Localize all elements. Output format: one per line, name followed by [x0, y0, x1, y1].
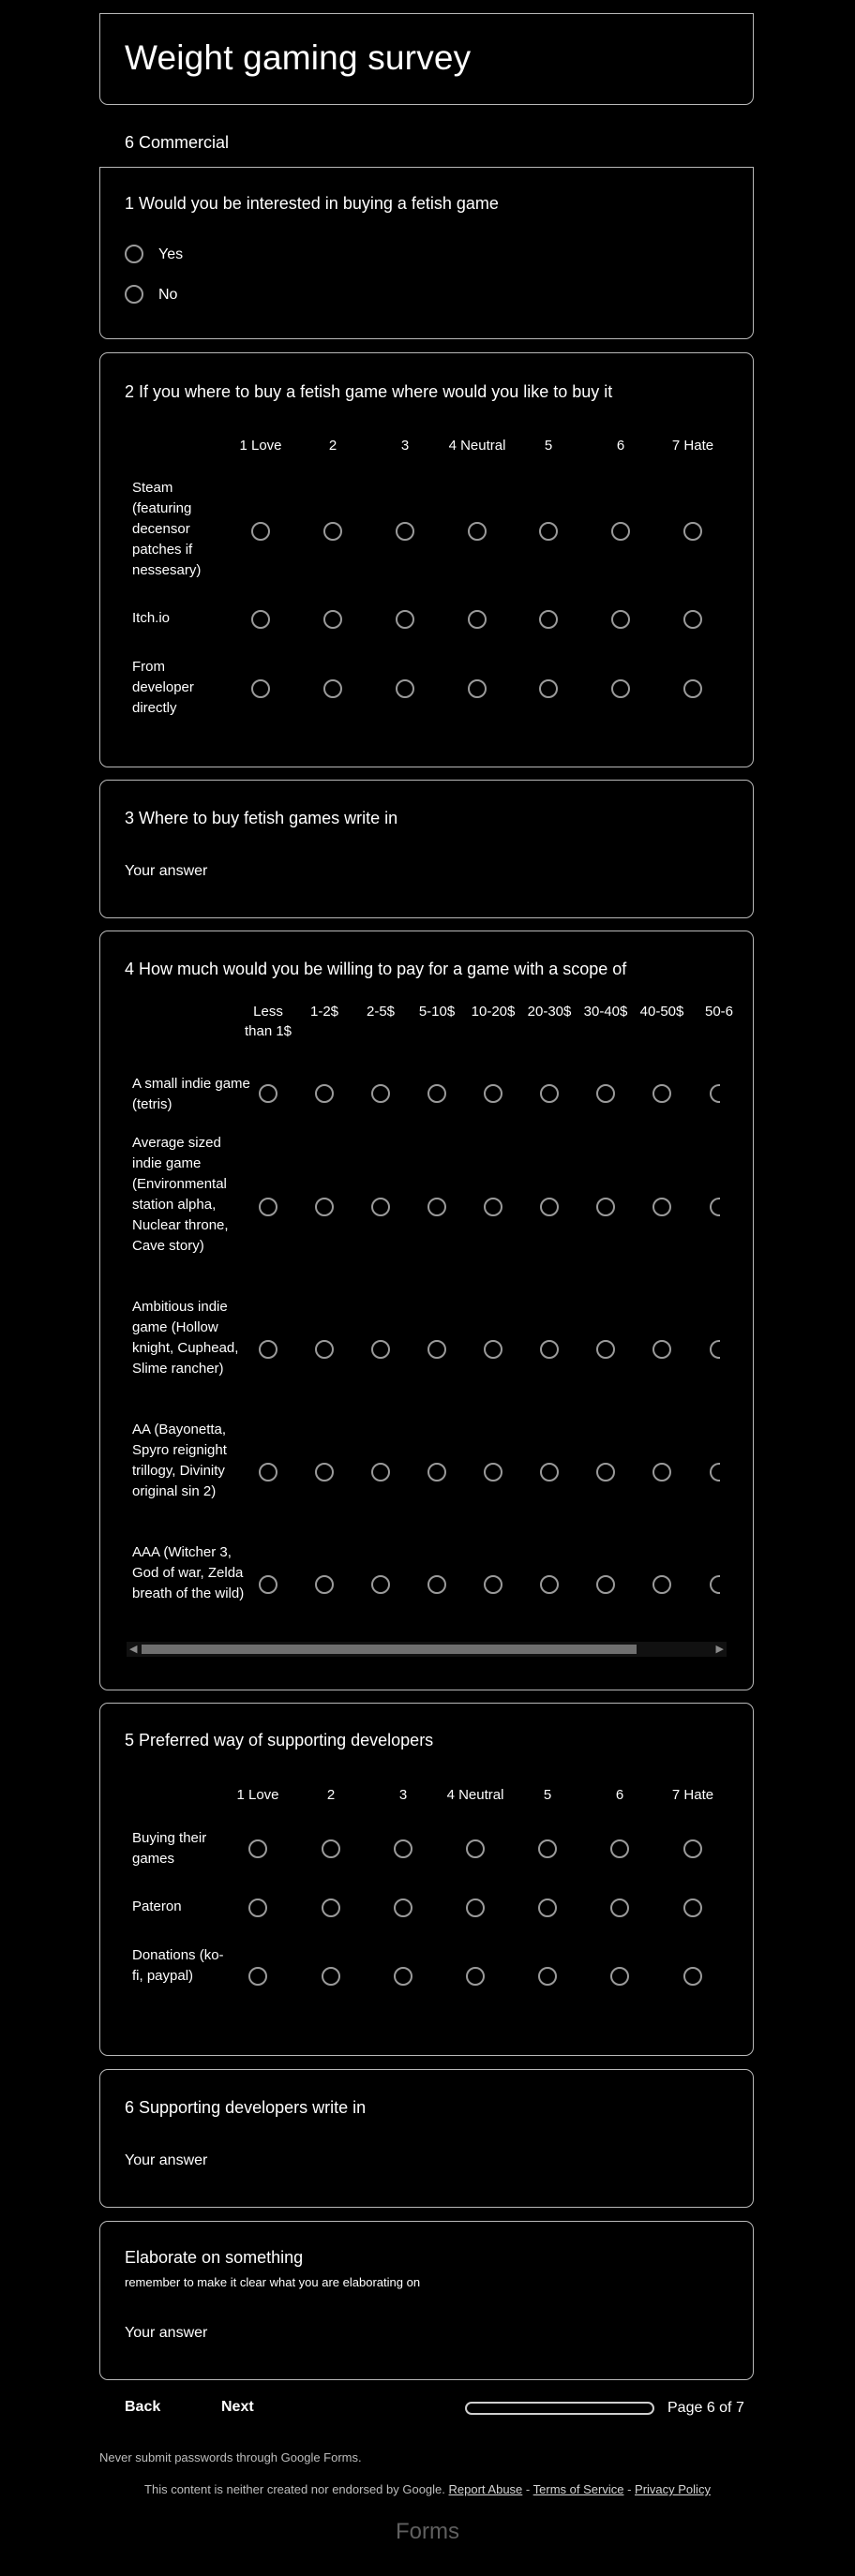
grid-radio[interactable] [322, 1898, 340, 1917]
grid-radio[interactable] [710, 1340, 720, 1359]
progress-bar [465, 2402, 654, 2415]
chevron-right-icon[interactable]: ▶ [715, 1644, 724, 1655]
row-label: Pateron [132, 1898, 182, 1914]
grid-radio[interactable] [394, 1839, 412, 1858]
grid-radio[interactable] [710, 1463, 720, 1482]
answer-input[interactable]: Your answer [125, 2325, 208, 2341]
grid-radio[interactable] [538, 1898, 557, 1917]
grid-radio[interactable] [539, 679, 558, 698]
question-title: 1 Would you be interested in buying a fetish game [125, 194, 499, 213]
grid-radio[interactable] [323, 610, 342, 629]
row-label: Steam (featuring decensor patches if nessesary) [132, 480, 202, 578]
grid-radio[interactable] [428, 1340, 446, 1359]
grid-radio[interactable] [466, 1839, 485, 1858]
question-card-1 [99, 167, 754, 339]
column-header: Less than 1$ [244, 1004, 292, 1039]
column-header: 30-40$ [583, 1004, 628, 1020]
grid-radio[interactable] [315, 1575, 334, 1594]
grid-radio[interactable] [710, 1575, 720, 1594]
row-label: Donations (ko-fi, paypal) [132, 1947, 224, 1984]
grid-radio[interactable] [484, 1463, 502, 1482]
grid-radio[interactable] [596, 1198, 615, 1216]
grid-radio[interactable] [683, 1967, 702, 1986]
grid-radio[interactable] [484, 1084, 502, 1103]
grid-radio[interactable] [371, 1575, 390, 1594]
form-title: Weight gaming survey [125, 38, 472, 77]
grid-radio[interactable] [315, 1463, 334, 1482]
grid-radio[interactable] [322, 1967, 340, 1986]
column-header: 2 [328, 438, 338, 454]
question-title: 3 Where to buy fetish games write in [125, 809, 398, 827]
grid-radio[interactable] [396, 679, 414, 698]
grid-radio[interactable] [596, 1575, 615, 1594]
grid-radio[interactable] [484, 1198, 502, 1216]
grid-radio[interactable] [322, 1839, 340, 1858]
grid-radio[interactable] [259, 1198, 278, 1216]
grid-radio[interactable] [396, 522, 414, 541]
radio-yes[interactable] [125, 245, 143, 263]
grid-radio[interactable] [540, 1340, 559, 1359]
back-button[interactable]: Back [125, 2399, 161, 2415]
grid-radio[interactable] [371, 1198, 390, 1216]
grid-radio[interactable] [323, 679, 342, 698]
grid-radio[interactable] [248, 1898, 267, 1917]
grid-radio[interactable] [251, 522, 270, 541]
question-card-2 [99, 352, 754, 767]
row-label: A small indie game (tetris) [132, 1076, 250, 1112]
question-title: Elaborate on something [125, 2248, 304, 2267]
grid-radio[interactable] [484, 1575, 502, 1594]
option-label-no: No [158, 287, 178, 303]
column-header: 1 Love [236, 1787, 279, 1803]
grid-radio[interactable] [710, 1084, 720, 1103]
row-label: From developer directly [132, 659, 194, 716]
question-card-3 [99, 780, 754, 918]
answer-input[interactable]: Your answer [125, 2152, 208, 2168]
grid-radio[interactable] [539, 610, 558, 629]
column-header: 7 Hate [671, 438, 714, 454]
row-label: Ambitious indie game (Hollow knight, Cuphead, Slime rancher) [132, 1299, 239, 1377]
column-header: 5-10$ [418, 1004, 456, 1020]
disclaimer-text: This content is neither created nor endorsed by Google. [144, 2482, 445, 2496]
section-title: 6 Commercial [125, 133, 230, 152]
grid-radio[interactable] [428, 1575, 446, 1594]
grid-radio[interactable] [596, 1340, 615, 1359]
radio-no[interactable] [125, 285, 143, 304]
question-title: 4 How much would you be willing to pay for a game with a scope of [125, 960, 627, 978]
question-card-5 [99, 1703, 754, 2056]
row-label: Average sized indie game (Environmental station alpha, Nuclear throne, Cave story) [132, 1135, 229, 1254]
row-label: Itch.io [132, 610, 171, 626]
option-label-yes: Yes [158, 246, 184, 262]
grid-radio[interactable] [315, 1198, 334, 1216]
grid-radio[interactable] [466, 1898, 485, 1917]
grid-radio[interactable] [394, 1898, 412, 1917]
grid-radio[interactable] [248, 1967, 267, 1986]
answer-input[interactable]: Your answer [125, 863, 208, 879]
grid-radio[interactable] [611, 522, 630, 541]
column-header: 6 [615, 1787, 624, 1803]
grid-radio[interactable] [540, 1463, 559, 1482]
grid-radio[interactable] [371, 1463, 390, 1482]
question-card-7 [99, 2221, 754, 2380]
grid-radio[interactable] [652, 1575, 671, 1594]
grid-radio[interactable] [652, 1340, 671, 1359]
grid-radio[interactable] [394, 1967, 412, 1986]
password-warning: Never submit passwords through Google Forms. [99, 2450, 362, 2464]
column-header: 5 [544, 438, 553, 454]
grid-radio[interactable] [540, 1084, 559, 1103]
privacy-link[interactable]: Privacy Policy [635, 2482, 711, 2496]
grid-radio[interactable] [259, 1463, 278, 1482]
grid-radio[interactable] [596, 1084, 615, 1103]
grid-radio[interactable] [259, 1084, 278, 1103]
column-header: 20-30$ [527, 1004, 572, 1020]
column-header: 3 [400, 438, 410, 454]
page-indicator: Page 6 of 7 [668, 2400, 744, 2416]
grid-radio[interactable] [610, 1967, 629, 1986]
grid-radio[interactable] [610, 1839, 629, 1858]
grid-radio[interactable] [259, 1340, 278, 1359]
column-header: 1 Love [239, 438, 282, 454]
column-header: 3 [398, 1787, 408, 1803]
grid-radio[interactable] [468, 522, 487, 541]
question-card-6 [99, 2069, 754, 2208]
grid-radio[interactable] [683, 522, 702, 541]
grid-radio[interactable] [611, 679, 630, 698]
grid-radio[interactable] [248, 1839, 267, 1858]
grid-radio[interactable] [251, 679, 270, 698]
grid-radio[interactable] [538, 1967, 557, 1986]
terms-link[interactable]: Terms of Service [532, 2482, 624, 2496]
grid-radio[interactable] [251, 610, 270, 629]
grid-radio[interactable] [539, 522, 558, 541]
row-label: AA (Bayonetta, Spyro reignight trillogy, Divinity original sin 2) [132, 1422, 227, 1499]
grid-radio[interactable] [683, 679, 702, 698]
report-abuse-link[interactable]: Report Abuse [448, 2482, 523, 2496]
grid-radio[interactable] [683, 1839, 702, 1858]
column-header: 7 Hate [671, 1787, 714, 1803]
form-header-card [99, 13, 754, 105]
grid-radio[interactable] [540, 1575, 559, 1594]
question-description: remember to make it clear what you are elaborating on [125, 2275, 421, 2289]
chevron-left-icon[interactable]: ◀ [129, 1644, 138, 1655]
grid-radio[interactable] [428, 1084, 446, 1103]
grid-radio[interactable] [683, 610, 702, 629]
column-header: 40-50$ [639, 1004, 684, 1020]
grid-radio[interactable] [652, 1084, 671, 1103]
grid-radio[interactable] [468, 610, 487, 629]
question-title: 6 Supporting developers write in [125, 2098, 367, 2117]
grid-radio[interactable] [428, 1198, 446, 1216]
grid-radio[interactable] [652, 1198, 671, 1216]
grid-radio[interactable] [468, 679, 487, 698]
grid-radio[interactable] [652, 1463, 671, 1482]
grid-radio[interactable] [484, 1340, 502, 1359]
grid-radio[interactable] [371, 1084, 390, 1103]
grid-radio[interactable] [710, 1198, 720, 1216]
grid-scrollbar[interactable] [127, 1642, 727, 1657]
scrollbar-thumb[interactable] [142, 1645, 637, 1654]
grid-radio[interactable] [315, 1084, 334, 1103]
grid-radio[interactable] [611, 610, 630, 629]
footer-disclaimer: This content is neither created nor endorsed by Google. Report Abuse - Terms of Service - Privacy Policy [144, 2482, 711, 2496]
column-header: 2 [326, 1787, 336, 1803]
grid-radio[interactable] [259, 1575, 278, 1594]
question-card-4 [99, 931, 754, 1690]
grid-radio[interactable] [596, 1463, 615, 1482]
row-label: AAA (Witcher 3, God of war, Zelda breath of the wild) [132, 1544, 245, 1601]
question-title: 5 Preferred way of supporting developers [125, 1731, 434, 1750]
grid-radio[interactable] [538, 1839, 557, 1858]
column-header: 4 Neutral [448, 438, 506, 454]
grid-radio[interactable] [610, 1898, 629, 1917]
column-header: 1-2$ [309, 1004, 339, 1020]
column-header: 5 [543, 1787, 552, 1803]
row-label: Buying their games [132, 1830, 207, 1867]
grid-radio[interactable] [428, 1463, 446, 1482]
grid-radio[interactable] [683, 1898, 702, 1917]
question-title: 2 If you where to buy a fetish game where would you like to buy it [125, 382, 613, 401]
column-header: 4 Neutral [446, 1787, 504, 1803]
grid-radio[interactable] [466, 1967, 485, 1986]
forms-logo: Forms [396, 2519, 459, 2544]
column-header: 50-6 [704, 1004, 734, 1020]
grid-radio[interactable] [540, 1198, 559, 1216]
next-button[interactable]: Next [221, 2399, 254, 2415]
column-header: 10-20$ [471, 1004, 516, 1020]
grid-radio[interactable] [315, 1340, 334, 1359]
grid-radio[interactable] [371, 1340, 390, 1359]
column-header: 6 [616, 438, 625, 454]
grid-radio[interactable] [396, 610, 414, 629]
grid-radio[interactable] [323, 522, 342, 541]
column-header: 2-5$ [366, 1004, 396, 1020]
